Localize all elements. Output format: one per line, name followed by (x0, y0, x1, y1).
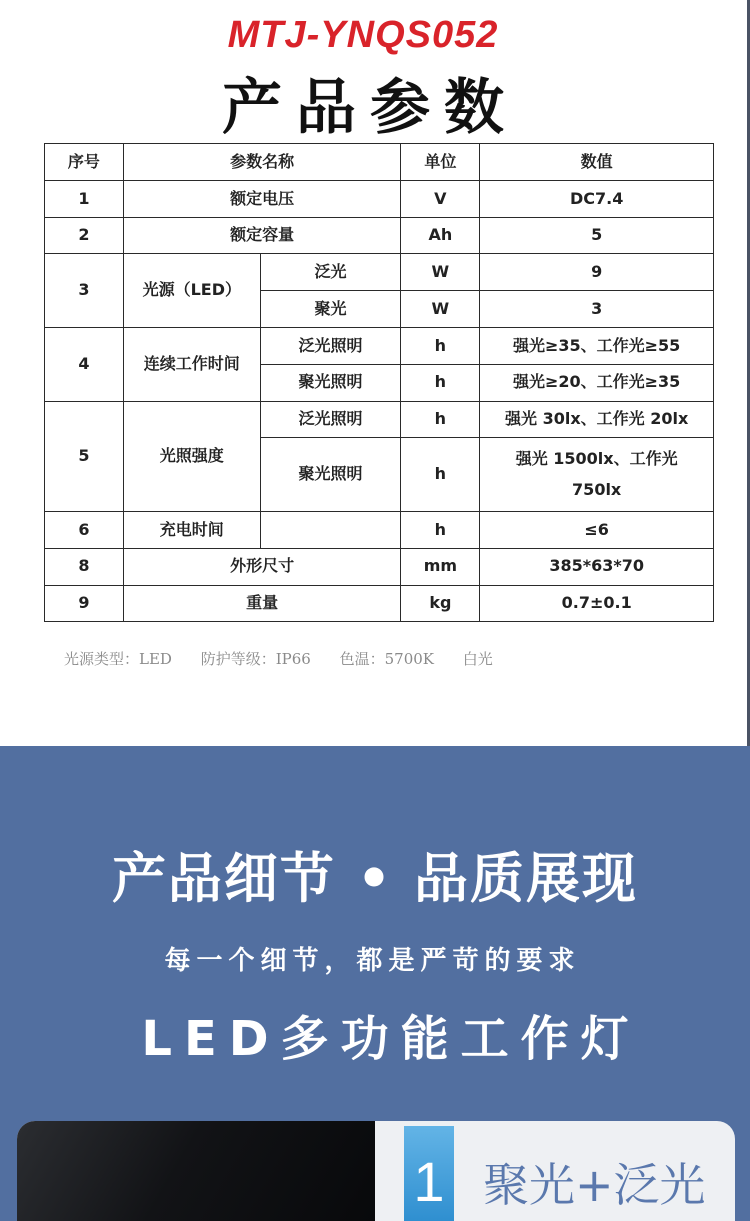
page-title: 产品参数 (222, 73, 518, 143)
cell-value: ≤6 (480, 511, 714, 548)
table-row (45, 548, 714, 585)
cell-name: 额定电压 (123, 180, 401, 217)
cell-value: 强光 30lx、工作光 20lx (480, 401, 714, 438)
feature-number: 1 (404, 1126, 454, 1221)
cell-unit: h (401, 364, 480, 401)
note-protection: 防护等级：IP66 (200, 650, 311, 668)
cell-name: 光照强度 (123, 401, 260, 511)
cell-no: 6 (45, 511, 124, 548)
header-no: 序号 (45, 144, 124, 181)
cell-unit: W (401, 291, 480, 328)
cell-value: DC7.4 (480, 180, 714, 217)
cell-subname-empty (260, 511, 401, 548)
cell-no: 1 (45, 180, 124, 217)
feature-card (17, 1121, 735, 1221)
cell-no: 2 (45, 217, 124, 254)
table-row (45, 401, 714, 438)
cell-name: 光源（LED） (123, 254, 260, 328)
cell-subname: 聚光照明 (260, 364, 401, 401)
cell-value-line: 750lx (572, 479, 622, 499)
product-photo (17, 1121, 375, 1221)
cell-value: 强光≥35、工作光≥55 (480, 327, 714, 364)
cell-no: 5 (45, 401, 124, 511)
cell-subname: 泛光 (260, 254, 401, 291)
table-row (45, 585, 714, 622)
cell-value (480, 438, 714, 512)
note-white: 白光 (462, 650, 493, 668)
cell-unit: h (401, 438, 480, 512)
table-header-row (45, 144, 714, 181)
cell-unit: V (401, 180, 480, 217)
cell-name: 充电时间 (123, 511, 260, 548)
header-unit: 单位 (401, 144, 480, 181)
cell-subname: 泛光照明 (260, 401, 401, 438)
cell-no: 3 (45, 254, 124, 328)
table-row (45, 254, 714, 291)
cell-unit: W (401, 254, 480, 291)
note-light-type: 光源类型：LED (64, 650, 172, 668)
detail-title: 产品细节 • 品质展现 (111, 847, 639, 910)
cell-unit: mm (401, 548, 480, 585)
cell-value: 3 (480, 291, 714, 328)
cell-name: 额定容量 (123, 217, 401, 254)
cell-no: 9 (45, 585, 124, 622)
cell-value: 强光≥20、工作光≥35 (480, 364, 714, 401)
cell-unit: h (401, 511, 480, 548)
spec-table (44, 143, 714, 622)
cell-name: 外形尺寸 (123, 548, 401, 585)
cell-value: 5 (480, 217, 714, 254)
detail-subtitle: 每一个细节，都是严苛的要求 (164, 946, 581, 976)
note-color-temp: 色温：5700K (339, 650, 435, 668)
cell-no: 4 (45, 327, 124, 401)
header-value: 数值 (480, 144, 714, 181)
cell-unit: Ah (401, 217, 480, 254)
feature-label: 聚光+泛光 (483, 1158, 706, 1212)
cell-unit: h (401, 401, 480, 438)
cell-subname: 聚光 (260, 291, 401, 328)
cell-name: 重量 (123, 585, 401, 622)
cell-value-line: 强光 1500lx、工作光 (515, 449, 678, 469)
table-row (45, 180, 714, 217)
product-name: LED多功能工作灯 (141, 1011, 641, 1067)
cell-value: 0.7±0.1 (480, 585, 714, 622)
header-name: 参数名称 (123, 144, 401, 181)
cell-unit: kg (401, 585, 480, 622)
table-row (45, 511, 714, 548)
cell-value: 9 (480, 254, 714, 291)
cell-name: 连续工作时间 (123, 327, 260, 401)
cell-subname: 聚光照明 (260, 438, 401, 512)
cell-value: 385*63*70 (480, 548, 714, 585)
model-number: MTJ-YNQS052 (227, 14, 499, 56)
cell-no: 8 (45, 548, 124, 585)
cell-unit: h (401, 327, 480, 364)
table-row (45, 217, 714, 254)
cell-subname: 泛光照明 (260, 327, 401, 364)
table-row (45, 327, 714, 364)
spec-notes (64, 648, 517, 669)
